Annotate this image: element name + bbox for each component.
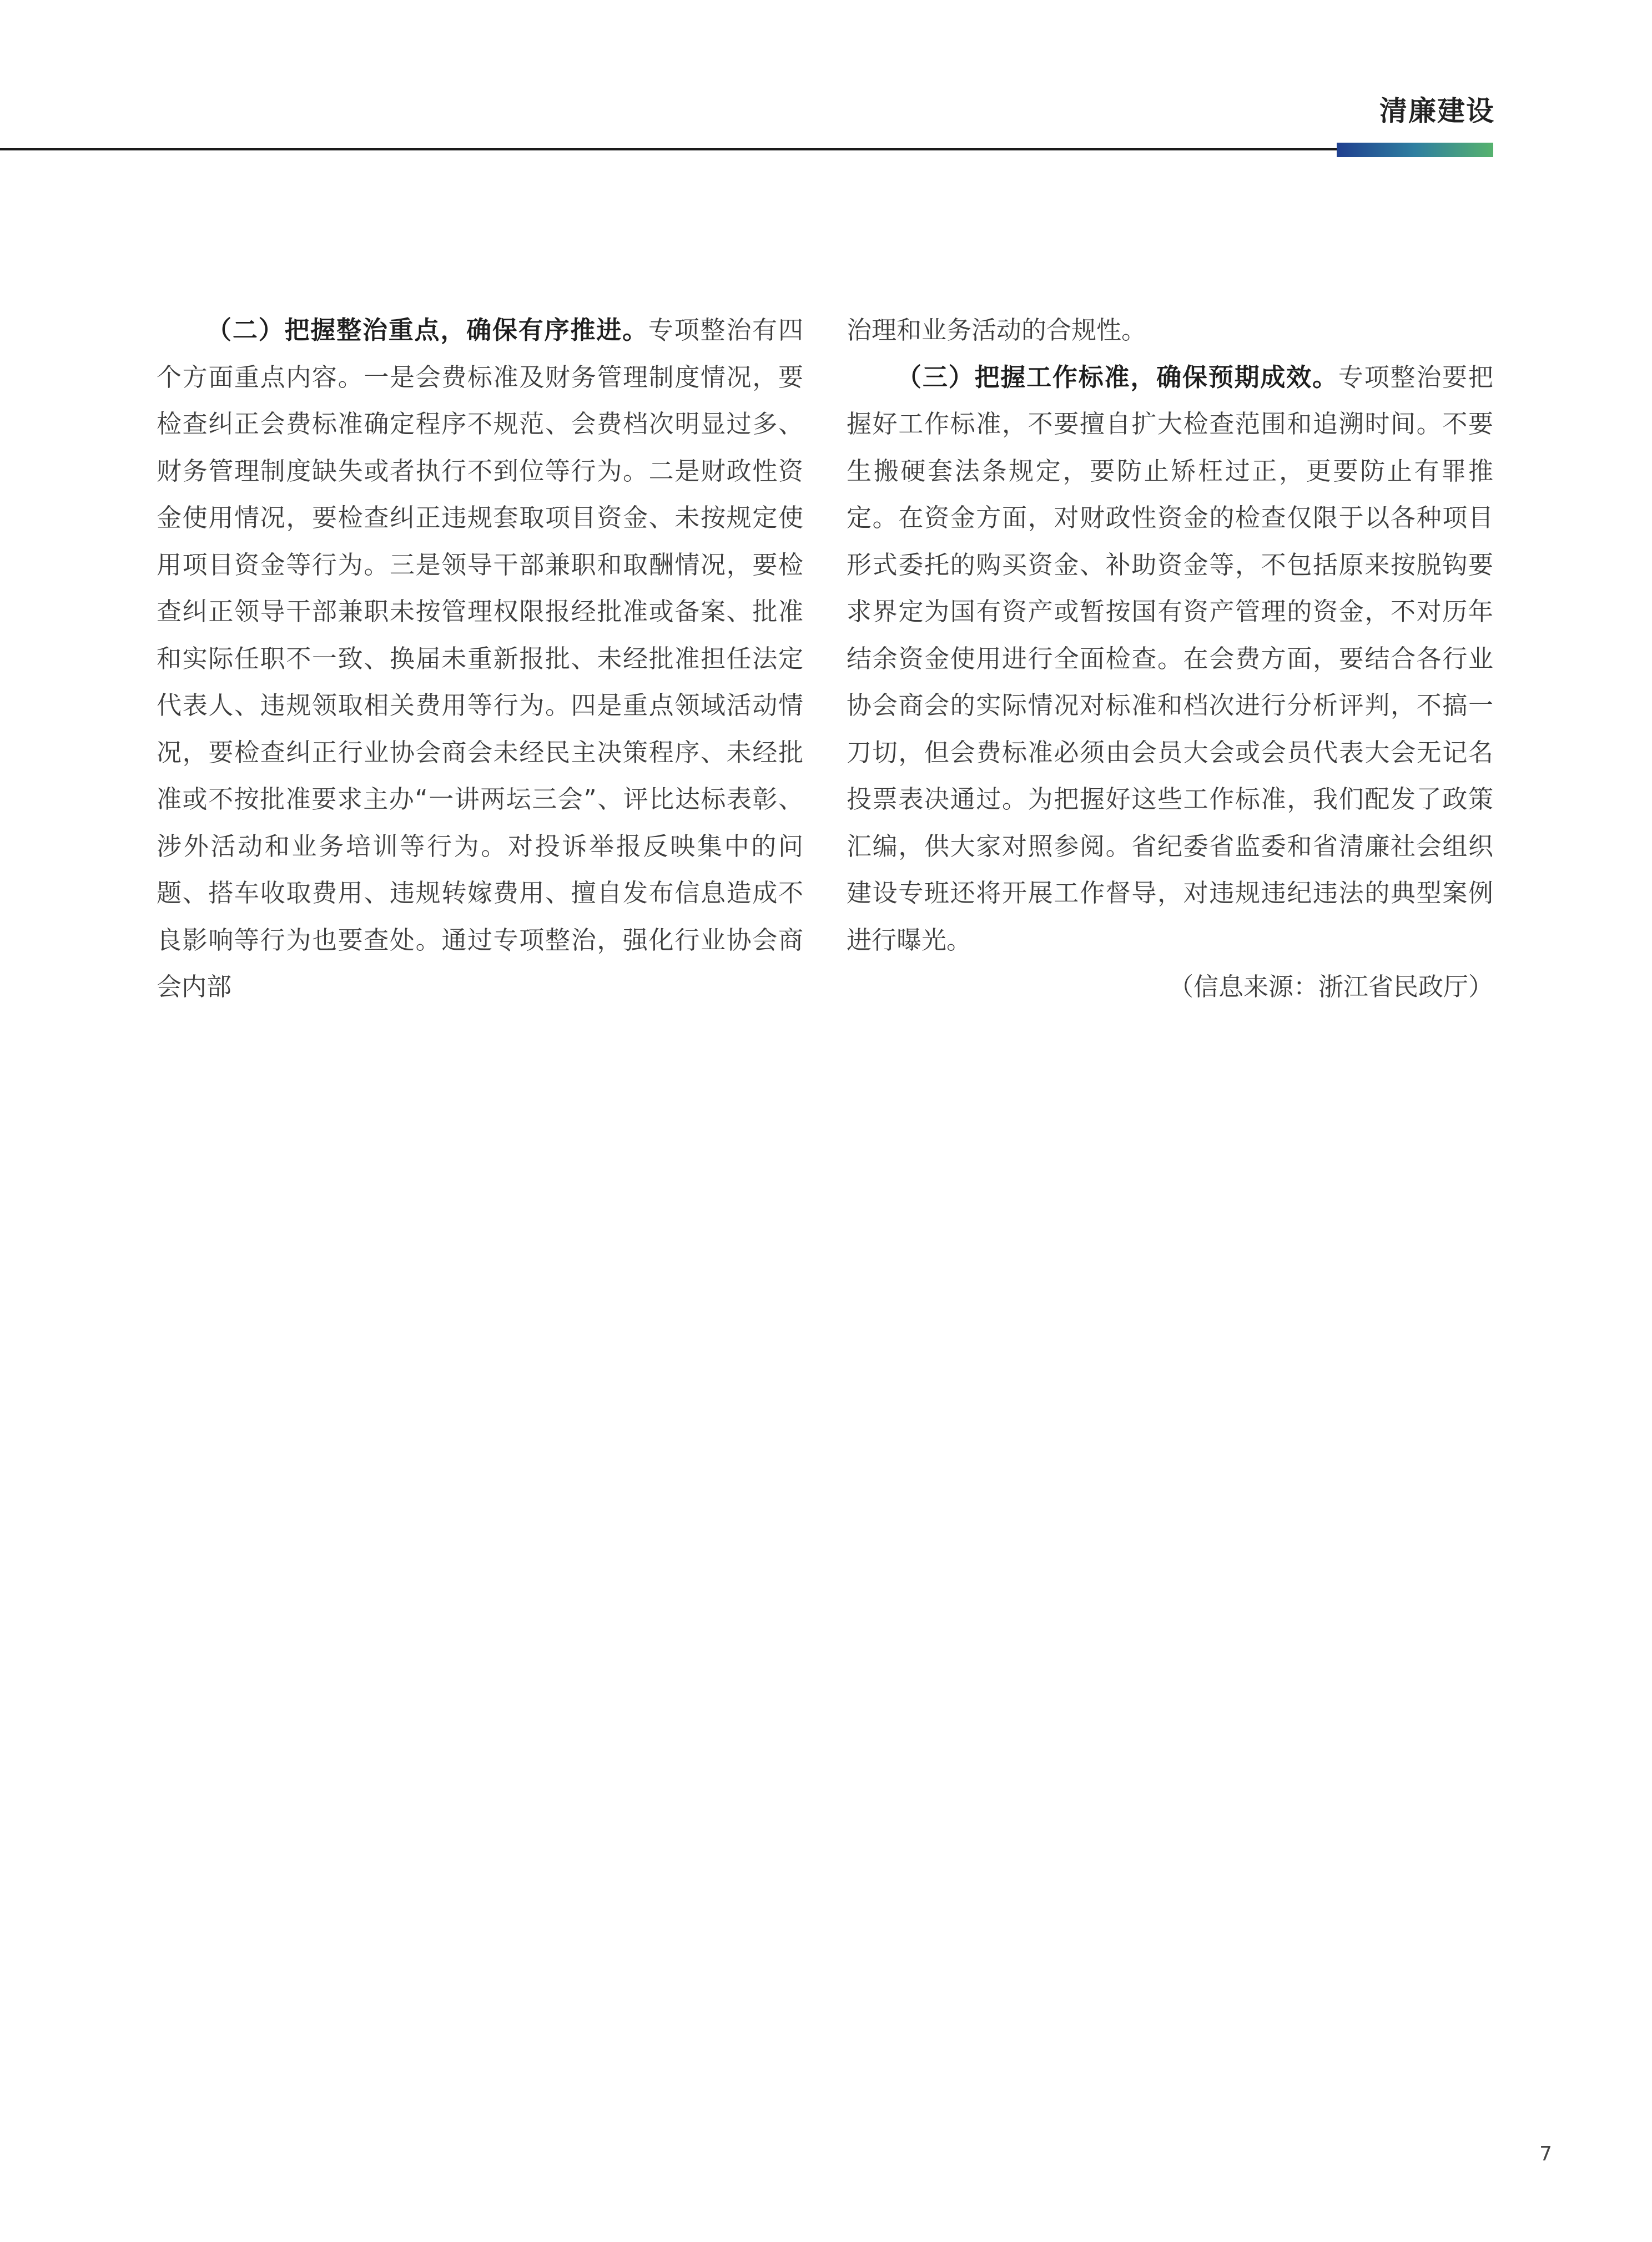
page-number: 7 [1539, 2143, 1552, 2165]
section-title: 清廉建设 [1379, 95, 1495, 127]
header-accent-bar [1337, 143, 1493, 157]
section-3-paragraph [847, 354, 1493, 964]
article-column-left [157, 307, 803, 1011]
section-3-heading: （三）把握工作标准，确保预期成效。 [896, 362, 1338, 392]
section-2-paragraph [157, 307, 803, 1011]
section-2-continuation: 治理和业务活动的合规性。 [847, 315, 1147, 345]
section-3-body: 专项整治要把握好工作标准，不要擅自扩大检查范围和追溯时间。不要生搬硬套法条规定，要防止矫枉过正，更要防止有罪推定。在资金方面，对财政性资金的检查仅限于以各种项目形式委托的购买资金、补助资金等，不包括原来按脱钩要求界定为国有资产或暂按国有资产管理的资金，不对历年结余资金使用进行全面检查。在会费方面，要结合各行业协会商会的实际情况对标准和档次进行分析评判，不搞一刀切，但会费标准必须由会员大会或会员代表大会无记名投票表决通过。为把握好这些工作标准，我们配发了政策汇编，供大家对照参阅。省纪委省监委和省清廉社会组织建设专班还将开展工作督导，对违规违纪违法的典型案例进行曝光。 [847, 362, 1493, 955]
article-column-right [847, 307, 1493, 1011]
section-2-body: 专项整治有四个方面重点内容。一是会费标准及财务管理制度情况，要检查纠正会费标准确定程序不规范、会费档次明显过多、财务管理制度缺失或者执行不到位等行为。二是财政性资金使用情况，要检查纠正违规套取项目资金、未按规定使用项目资金等行为。三是领导干部兼职和取酬情况，要检查纠正领导干部兼职未按管理权限报经批准或备案、批准和实际任职不一致、换届未重新报批、未经批准担任法定代表人、违规领取相关费用等行为。四是重点领域活动情况，要检查纠正行业协会商会未经民主决策程序、未经批准或不按批准要求主办“一讲两坛三会”、评比达标表彰、涉外活动和业务培训等行为。对投诉举报反映集中的问题、搭车收取费用、违规转嫁费用、擅自发布信息造成不良影响等行为也要查处。通过专项整治，强化行业协会商会内部 [157, 315, 803, 1001]
information-source: （信息来源：浙江省民政厅） [1168, 972, 1493, 1001]
section-2-heading: （二）把握整治重点，确保有序推进。 [206, 315, 648, 345]
header-divider [0, 148, 1493, 150]
